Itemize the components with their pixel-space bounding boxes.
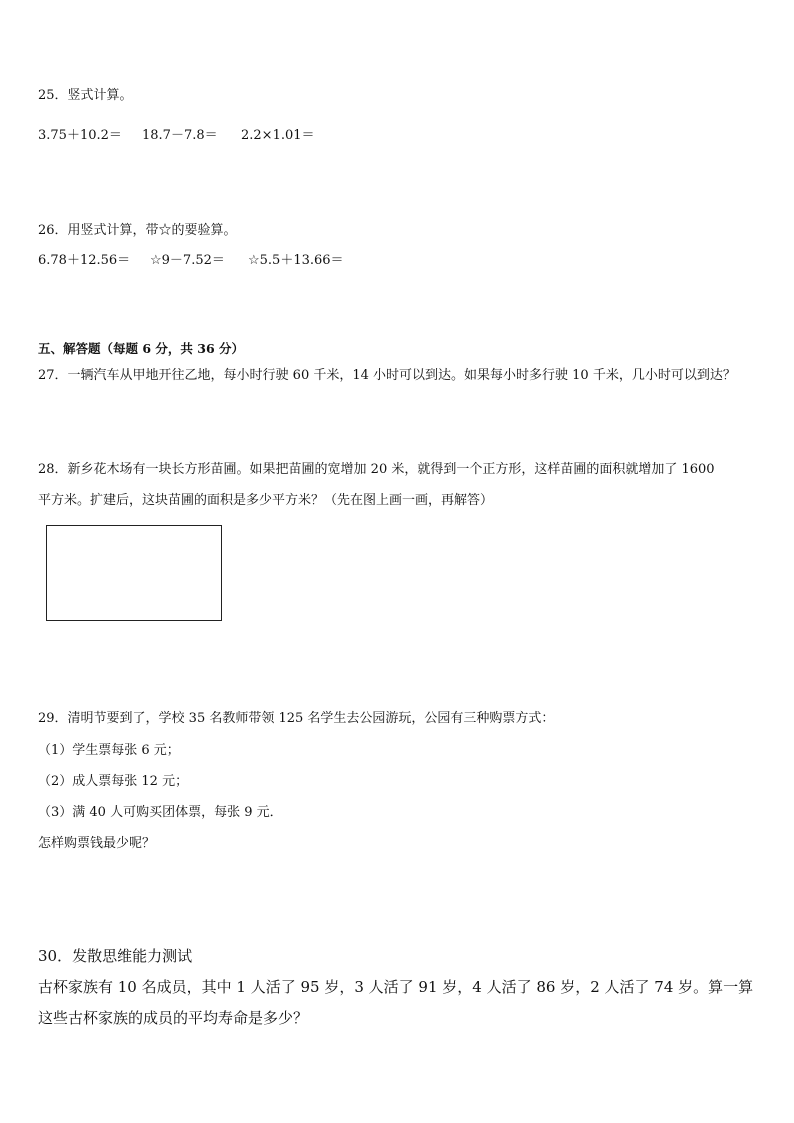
q26-item-2: ☆9－7.52＝ — [150, 253, 225, 268]
q29-option-3: （3）满 40 人可购买团体票，每张 9 元． — [38, 805, 283, 820]
q30-line-2: 这些古杯家族的成员的平均寿命是多少？ — [38, 1009, 309, 1027]
q29-question: 怎样购票钱最少呢？ — [38, 836, 156, 851]
q25-item-3: 2.2×1.01＝ — [241, 128, 315, 143]
q29-intro: 29．清明节要到了，学校 35 名教师带领 125 名学生去公园游玩，公园有三种购票方式： — [38, 711, 555, 726]
section-5-title: 五、解答题（每题 6 分，共 36 分） — [38, 341, 245, 356]
q29-option-1: （1）学生票每张 6 元； — [38, 743, 180, 758]
q26-item-3: ☆5.5＋13.66＝ — [248, 253, 344, 268]
q25-title: 25．竖式计算。 — [38, 88, 133, 103]
q30-title: 30．发散思维能力测试 — [38, 947, 193, 965]
q29-option-2: （2）成人票每张 12 元； — [38, 774, 189, 789]
q25-item-1: 3.75＋10.2＝ — [38, 128, 122, 143]
q28-line-2: 平方米。扩建后，这块苗圃的面积是多少平方米？（先在图上画一画，再解答） — [38, 493, 494, 508]
q30-line-1: 古杯家族有 10 名成员，其中 1 人活了 95 岁，3 人活了 91 岁，4 人活了 86 岁，2 人活了 74 岁。算一算 — [38, 978, 754, 996]
q26-title: 26．用竖式计算，带☆的要验算。 — [38, 223, 237, 238]
q27-text: 27．一辆汽车从甲地开往乙地，每小时行驶 60 千米，14 小时可以到达。如果每小时多行驶 10 千米，几小时可以到达？ — [38, 368, 736, 383]
q26-item-1: 6.78＋12.56＝ — [38, 253, 131, 268]
drawing-rectangle — [46, 525, 222, 621]
q28-line-1: 28．新乡花木场有一块长方形苗圃。如果把苗圃的宽增加 20 米，就得到一个正方形，这样苗圃的面积就增加了 1600 — [38, 462, 715, 477]
q25-item-2: 18.7－7.8＝ — [142, 128, 218, 143]
